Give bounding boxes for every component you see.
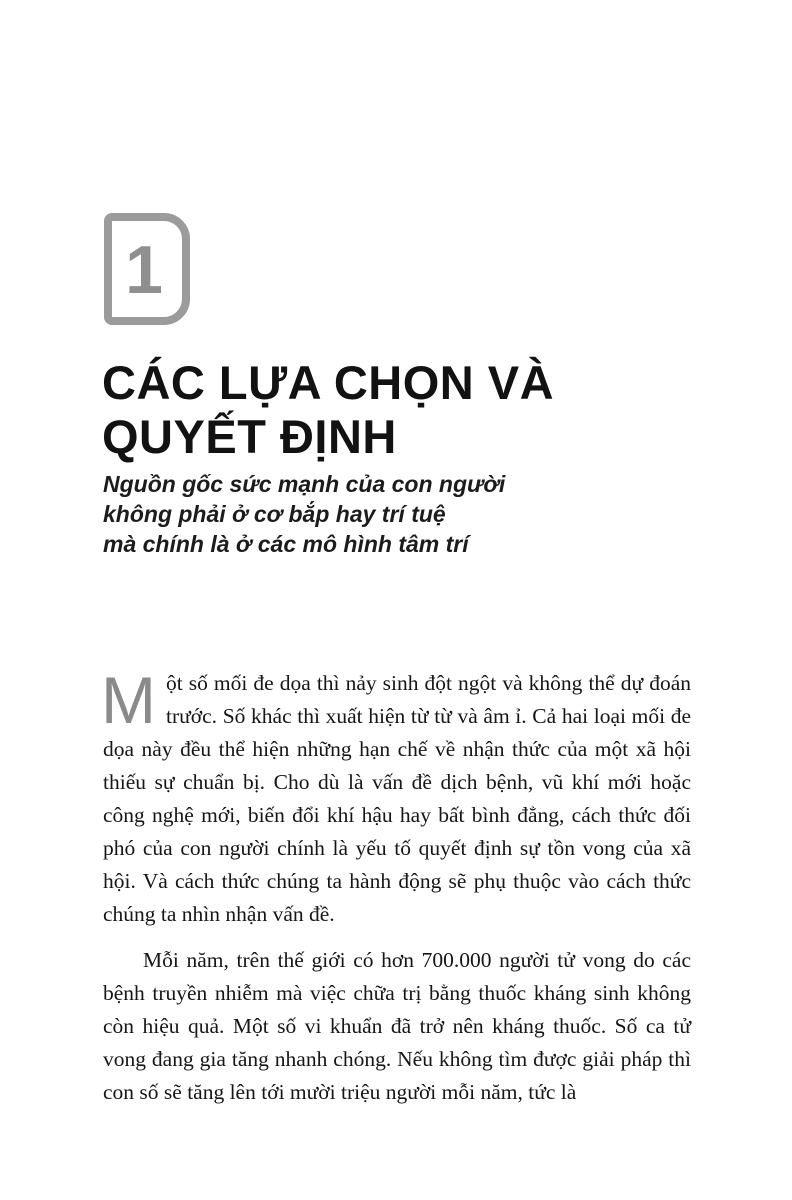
epigraph-line-1: Nguồn gốc sức mạnh của con người: [103, 471, 506, 497]
drop-cap: M: [101, 663, 156, 737]
paragraph-2: Mỗi năm, trên thế giới có hơn 700.000 người tử vong do các bệnh truyền nhiễm mà việc chữa trị bằng thuốc kháng sinh không còn hiệu quả. Một số vi khuẩn đã trở nên kháng thuốc. Số ca tử vong đang gia tăng nhanh chóng. Nếu không tìm được giải pháp thì con số sẽ tăng lên tới mười triệu người mỗi năm, tức là: [103, 948, 691, 1104]
epigraph-line-3: mà chính là ở các mô hình tâm trí: [103, 531, 469, 557]
body-text-column: [101, 663, 691, 1109]
chapter-epigraph: [103, 469, 505, 559]
chapter-number: 1: [125, 232, 163, 308]
paragraph-1: [101, 663, 691, 931]
paragraph-1-text: ột số mối đe dọa thì nảy sinh đột ngột và không thể dự đoán trước. Số khác thì xuất hiện từ từ và âm ỉ. Cả hai loại mối đe dọa này đều thể hiện những hạn chế về nhận thức của một xã hội thiếu sự chuẩn bị. Cho dù là vấn đề dịch bệnh, vũ khí mới hoặc công nghệ mới, biến đổi khí hậu hay bất bình đẳng, cách thức đối phó của con người chính là yếu tố quyết định sự tồn vong của xã hội. Và cách thức chúng ta hành động sẽ phụ thuộc vào cách thức chúng ta nhìn nhận vấn đề.: [103, 671, 691, 926]
chapter-number-badge: [104, 213, 190, 325]
chapter-title: [102, 356, 554, 464]
epigraph-line-2: không phải ở cơ bắp hay trí tuệ: [103, 501, 446, 527]
chapter-title-line-2: QUYẾT ĐỊNH: [102, 410, 397, 463]
chapter-title-line-1: CÁC LỰA CHỌN VÀ: [102, 356, 555, 409]
